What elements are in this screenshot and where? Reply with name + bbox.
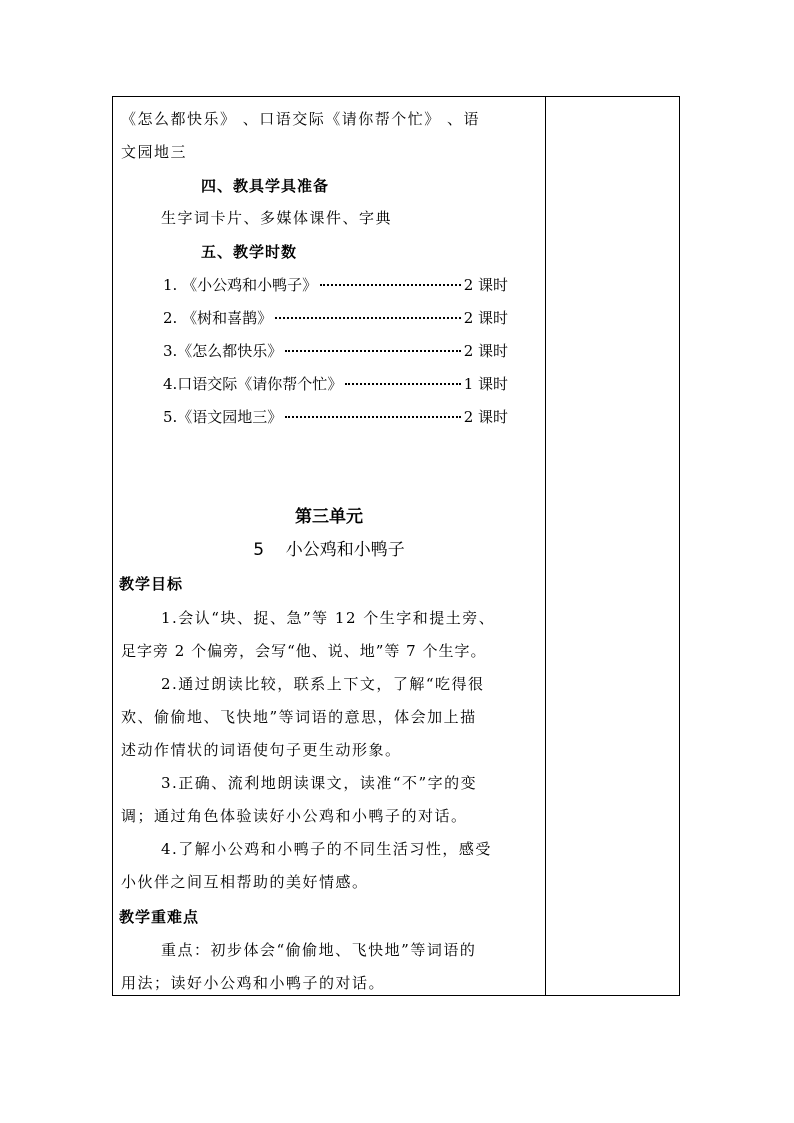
leader-dots: [345, 383, 460, 385]
objective-line: 4.了解小公鸡和小鸭子的不同生活习性，感受: [161, 840, 492, 858]
section-4-heading: 四、教具学具准备: [201, 177, 330, 195]
leader-dots: [275, 317, 461, 319]
timing-item-2: [163, 308, 508, 328]
timing-item-1-hours: 2 课时: [463, 276, 508, 294]
timing-item-3-label: 3.《怎么都快乐》: [163, 342, 283, 360]
objective-line: 1.会认“块、捉、急”等 12 个生字和提土旁、: [161, 609, 496, 627]
intro-line-2: 文园地三: [121, 143, 188, 161]
column-divider: [545, 97, 546, 995]
objective-line: 述动作情状的词语使句子更生动形象。: [121, 741, 402, 759]
timing-item-5-hours: 2 课时: [463, 408, 508, 426]
timing-item-4-hours: 1 课时: [463, 375, 508, 393]
objective-line: 2.通过朗读比较，联系上下文，了解“吃得很: [161, 675, 485, 693]
timing-item-4: [163, 374, 508, 394]
leader-dots: [285, 350, 460, 352]
lesson-title: 5 小公鸡和小鸭子: [253, 540, 405, 560]
intro-line-1: 《怎么都快乐》 、口语交际《请你帮个忙》 、语: [121, 110, 481, 128]
objectives-heading: 教学目标: [119, 575, 184, 593]
keypoint-line: 重点：初步体会“偷偷地、飞快地”等词语的: [161, 941, 477, 959]
leader-dots: [320, 284, 461, 286]
leader-dots: [285, 416, 460, 418]
timing-item-2-label: 2. 《树和喜鹊》: [163, 309, 273, 327]
timing-item-1-label: 1. 《小公鸡和小鸭子》: [163, 276, 318, 294]
section-4-body: 生字词卡片、多媒体课件、字典: [161, 209, 393, 227]
keypoint-line: 用法；读好小公鸡和小鸭子的对话。: [121, 974, 386, 992]
timing-item-3-hours: 2 课时: [463, 342, 508, 360]
keypoints-heading: 教学重难点: [119, 908, 200, 926]
lesson-plan-table: [112, 96, 680, 996]
timing-item-1: [163, 275, 508, 295]
content-cell: [113, 97, 545, 995]
objective-line: 3.正确、流利地朗读课文，读准“不”字的变: [161, 774, 478, 792]
unit-title: 第三单元: [295, 507, 363, 527]
timing-item-2-hours: 2 课时: [463, 309, 508, 327]
objective-line: 调；通过角色体验读好小公鸡和小鸭子的对话。: [121, 807, 468, 825]
objective-line: 小伙伴之间互相帮助的美好情感。: [121, 873, 369, 891]
timing-item-5: [163, 407, 508, 427]
objective-line: 欢、偷偷地、飞快地”等词语的意思，体会加上描: [121, 708, 477, 726]
objective-line: 足字旁 2 个偏旁，会写“他、说、地”等 7 个生字。: [121, 642, 487, 660]
timing-item-4-label: 4.口语交际《请你帮个忙》: [163, 375, 343, 393]
timing-item-5-label: 5.《语文园地三》: [163, 408, 283, 426]
section-5-heading: 五、教学时数: [201, 243, 298, 261]
timing-item-3: [163, 341, 508, 361]
